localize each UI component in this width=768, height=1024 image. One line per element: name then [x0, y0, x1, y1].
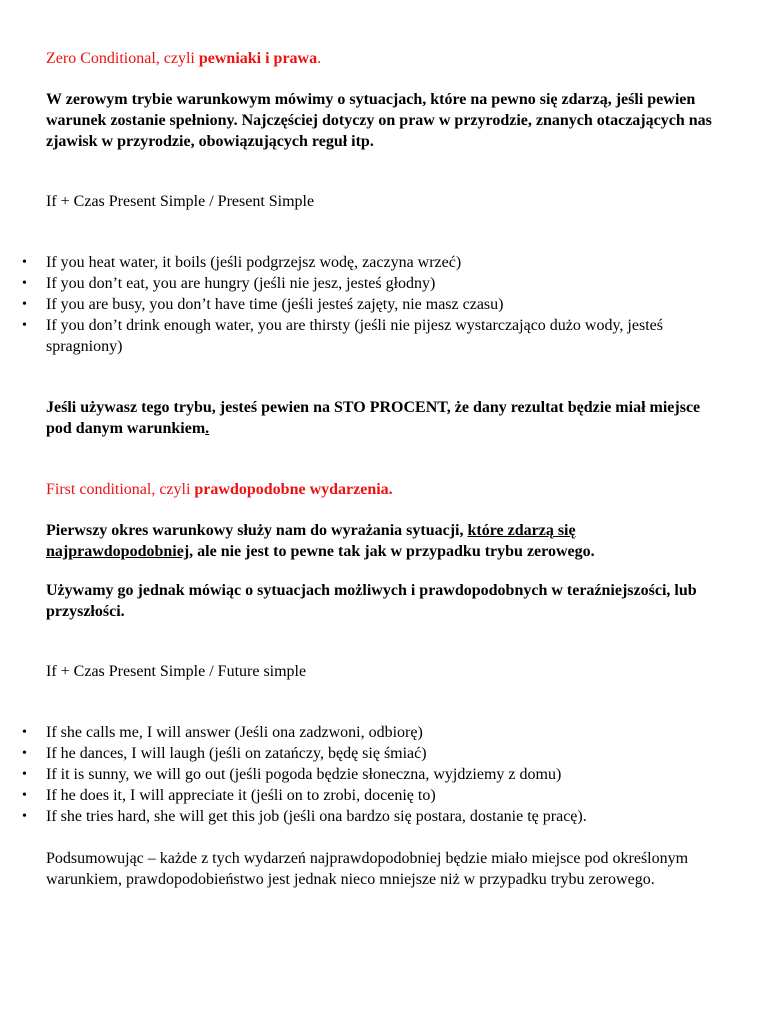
first-intro-after: , ale nie jest to pewne tak jak w przypadku trybu zerowego. [189, 543, 595, 560]
first-heading-prefix: First conditional, czyli [46, 481, 195, 498]
zero-example-item: • If you heat water, it boils (jeśli podgrzejsz wodę, zaczyna wrzeć) [46, 252, 726, 273]
first-usage-paragraph: Używamy go jednak mówiąc o sytuacjach możliwych i prawdopodobnych w teraźniejszości, lub przyszłości. [46, 582, 697, 620]
first-example-item: • If he does it, I will appreciate it (jeśli on to zrobi, docenię to) [46, 785, 726, 806]
first-example-item: • If she tries hard, she will get this job (jeśli ona bardzo się postara, dostanie tę pracę). [46, 806, 726, 827]
first-formula: If + Czas Present Simple / Future simple [46, 663, 307, 680]
zero-heading-emphasis: pewniaki i prawa [198, 50, 318, 67]
first-intro-underlined: które zdarzą się najprawdopodobniej [46, 522, 576, 560]
first-intro-paragraph [46, 520, 726, 562]
zero-example-item: • If you don’t drink enough water, you are thirsty (jeśli nie pijesz wystarczająco dużo wody, jesteś spragniony) [46, 315, 726, 357]
first-intro-before: Pierwszy okres warunkowy służy nam do wyrażania sytuacji, [46, 522, 468, 539]
first-conditional-heading [46, 479, 726, 500]
zero-conditional-heading [46, 48, 726, 69]
zero-certainty-note [46, 397, 726, 439]
zero-example-item: • If you are busy, you don’t have time (jeśli jesteś zajęty, nie masz czasu) [46, 294, 726, 315]
first-heading-emphasis: prawdopodobne wydarzenia. [194, 481, 393, 498]
zero-intro-paragraph: W zerowym trybie warunkowym mówimy o sytuacjach, które na pewno się zdarzą, jeśli pewien warunek zostanie spełniony. Najczęściej dotyczy on praw w przyrodzie, znanych otaczających nas zjawisk w przyrodzie, obowiązujących reguł itp. [46, 91, 712, 150]
first-examples-list [46, 722, 726, 827]
zero-example-item: • If you don’t eat, you are hungry (jeśli nie jesz, jesteś głodny) [46, 273, 726, 294]
zero-heading-prefix: Zero Conditional, czyli [46, 50, 199, 67]
zero-formula: If + Czas Present Simple / Present Simple [46, 193, 315, 210]
zero-note-text: Jeśli używasz tego trybu, jesteś pewien na STO PROCENT, że dany rezultat będzie miał miejsce pod danym warunkiem [46, 399, 701, 437]
summary-paragraph: Podsumowując – każde z tych wydarzeń najprawdopodobniej będzie miało miejsce pod określonym warunkiem, prawdopodobieństwo jest jednak nieco mniejsze niż w przypadku trybu zerowego. [46, 850, 689, 888]
first-example-item: • If it is sunny, we will go out (jeśli pogoda będzie słoneczna, wyjdziemy z domu) [46, 764, 726, 785]
first-example-item: • If she calls me, I will answer (Jeśli ona zadzwoni, odbiorę) [46, 722, 726, 743]
first-example-item: • If he dances, I will laugh (jeśli on zatańczy, będę się śmiać) [46, 743, 726, 764]
zero-heading-suffix: . [317, 50, 322, 67]
zero-note-end: . [205, 420, 210, 437]
zero-examples-list [46, 252, 726, 357]
